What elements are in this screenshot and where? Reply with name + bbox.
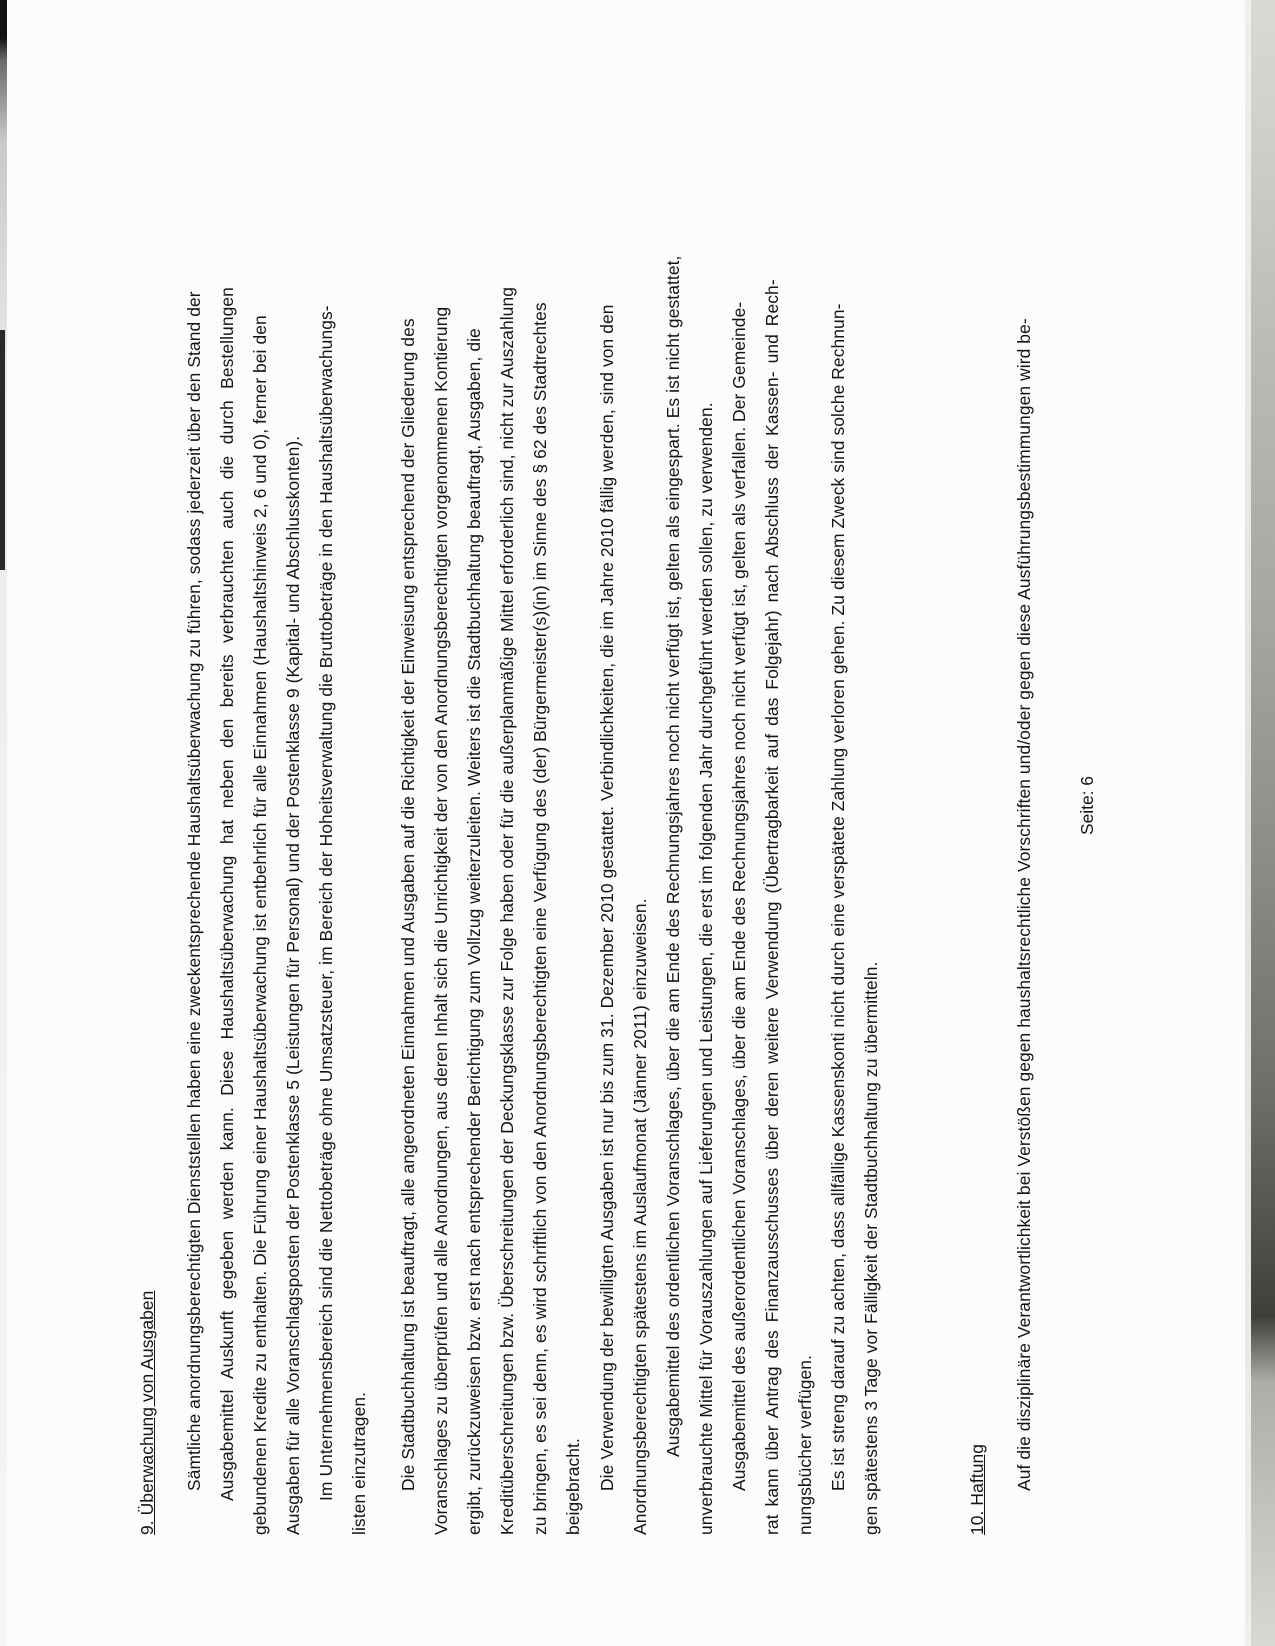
paragraph-line: Ausgabemittel des außerordentlichen Voranschlages, über die am Ende des Rechnungsjahres noch nicht verfügt ist, gelten als verfallen. Der Gemeinde-	[729, 301, 749, 1491]
page-number: Seite: 6	[1077, 776, 1097, 835]
paragraph-line: Anordnungsberechtigten spätestens im Auslaufmonat (Jänner 2011) einzuweisen.	[630, 898, 650, 1535]
rotated-document-page	[137, 75, 1097, 1535]
section-9-heading: 9. Überwachung von Ausgaben	[137, 1290, 157, 1535]
section-10-heading: 10. Haftung	[967, 1443, 987, 1535]
paragraph-line: unverbrauchte Mittel für Vorauszahlungen auf Lieferungen und Leistungen, die erst im folgenden Jahr durchgeführt werden sollen, zu verwenden.	[696, 402, 716, 1535]
paragraph-line: ergibt, zurückzuweisen bzw. erst nach entsprechender Berichtigung zum Vollzug weiterzuleiten. Weiters ist die Stadtbuchhaltung beauftragt, Ausgaben, die	[464, 328, 484, 1535]
paragraph-line: beigebracht.	[563, 1438, 583, 1535]
paragraph-line: Die Stadtbuchhaltung ist beauftragt, alle angeordneten Einnahmen und Ausgaben auf die Richtigkeit der Einweisung entsprechend der Gliederung des	[398, 318, 418, 1491]
paragraph-line: Kreditüberschreitungen bzw. Überschreitungen der Deckungsklasse zur Folge haben oder für die außerplanmäßige Mittel erforderlich sind, nicht zur Auszahlung	[497, 287, 517, 1535]
paragraph-line: Voranschlages zu überprüfen und alle Anordnungen, aus deren Inhalt sich die Unrichtigkeit der von den Anordnungsberechtigten vorgenommenen Kontierung	[431, 306, 451, 1535]
paragraph-line: gen spätestens 3 Tage vor Fälligkeit der Stadtbuchhaltung zu übermitteln.	[861, 961, 881, 1535]
paragraph-line: Im Unternehmensbereich sind die Nettobeträge ohne Umsatzsteuer, im Bereich der Hoheitsverwaltung die Bruttobeträge in den Haushaltsüberwachungs-	[316, 305, 336, 1501]
scan-left-edge	[0, 0, 7, 1646]
paragraph-line: Ausgabemittel Auskunft gegeben werden kann. Diese Haushaltsüberwachung hat neben den bereits verbrauchten auch die durch Bestellungen	[217, 287, 237, 1501]
scan-left-tick	[0, 330, 5, 570]
scan-right-edge	[1251, 0, 1275, 1646]
paragraph-line: zu bringen, es sei denn, es wird schriftlich von den Anordnungsberechtigten eine Verfügung des (der) Bürgermeister(s)(in) im Sinne des § 62 des Stadtrechtes	[530, 302, 550, 1535]
paragraph-line: Ausgabemittel des ordentlichen Voranschlages, über die am Ende des Rechnungsjahres noch nicht verfügt ist, gelten als eingespart. Es ist nicht gestattet,	[663, 255, 683, 1457]
paragraph-line: Es ist streng darauf zu achten, dass allfällige Kassenskonti nicht durch eine verspätete Zahlung verloren gehen. Zu diesem Zweck sind solche Rechnun-	[828, 303, 848, 1491]
paragraph-line: gebundenen Kredite zu enthalten. Die Führung einer Haushaltsüberwachung ist entbehrlich für alle Einnahmen (Haushaltshinweis 2, 6 und 0), ferner bei den	[250, 315, 270, 1535]
paragraph-line: nungsbücher verfügen.	[795, 1355, 815, 1535]
paragraph-line: Auf die disziplinäre Verantwortlichkeit bei Verstößen gegen haushaltsrechtliche Vorschriften und/oder gegen diese Ausführungsbestimmungen wird be-	[1014, 318, 1034, 1491]
paragraph-line: Die Verwendung der bewilligten Ausgaben ist nur bis zum 31. Dezember 2010 gestattet. Verbindlichkeiten, die im Jahre 2010 fällig werden, sind von den	[597, 304, 617, 1491]
paragraph-line: Sämtliche anordnungsberechtigten Dienststellen haben eine zweckentsprechende Haushaltsüberwachung zu führen, sodass jederzeit über den Stand der	[184, 291, 204, 1491]
paragraph-line: rat kann über Antrag des Finanzausschusses über deren weitere Verwendung (Übertragbarkeit auf das Folgejahr) nach Abschluss der Kassen- und Rech-	[762, 279, 782, 1535]
paragraph-line: listen einzutragen.	[349, 1391, 369, 1535]
paragraph-line: Ausgaben für alle Voranschlagsposten der Postenklasse 5 (Leistungen für Personal) und der Postenklasse 9 (Kapital- und Abschlusskonten).	[283, 435, 303, 1535]
